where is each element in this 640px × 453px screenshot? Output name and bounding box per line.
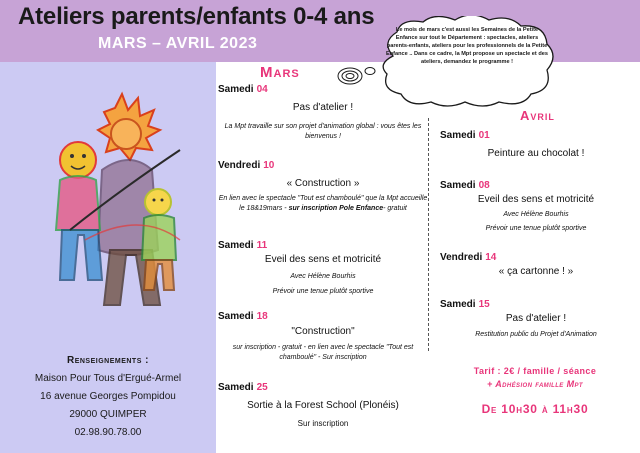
day-number: 04 [256,84,268,95]
avril-event-1-day [440,130,490,141]
avril-event-3-activity: « ça cartonne ! » [498,266,574,277]
page-subtitle: MARS – AVRIL 2023 [98,35,258,52]
day-label: Samedi [218,240,254,251]
mars-event-3-day [218,240,267,251]
day-number: 18 [256,311,268,322]
mars-event-1-activity: Pas d'atelier ! [292,102,354,113]
day-number: 10 [263,160,275,171]
mars-event-5-day [218,382,268,393]
page-title: Ateliers parents/enfants 0-4 ans [18,3,375,30]
contact-city: 29000 QUIMPER [69,409,147,420]
day-label: Samedi [440,299,476,310]
day-number: 14 [485,252,497,263]
tarif-membership: + Adhésion famille Mpt [487,379,583,389]
mars-event-1-note: La Mpt travaille sur son projet d'animation global : vous êtes les bienvenus ! [224,123,422,140]
avril-heading: Avril [520,108,555,123]
note-tail: - gratuit [383,204,407,212]
session-hours: De 10h30 à 11h30 [481,402,589,416]
day-number: 15 [478,299,490,310]
left-panel [0,62,216,453]
mars-event-3-note-2: Prévoir une tenue plutôt sportive [272,288,374,295]
mars-event-5-note: Sur inscription [297,419,349,428]
contact-title: Renseignements : [66,355,149,366]
avril-event-2-note-2: Prévoir une tenue plutôt sportive [485,225,587,232]
mars-event-2-note [218,194,428,213]
child-figure-right [142,189,176,290]
family-illustration [40,90,190,320]
avril-event-3-day [440,252,496,263]
mars-event-1-day [218,84,268,95]
avril-event-2-note: Avec Hélène Bourhis [503,211,569,218]
avril-event-2-activity: Eveil des sens et motricité [477,194,595,205]
avril-event-4-activity: Pas d'atelier ! [505,313,567,324]
day-label: Samedi [218,382,254,393]
day-label: Samedi [218,311,254,322]
day-label: Vendredi [440,252,483,263]
column-divider [428,118,429,351]
contact-organisation: Maison Pour Tous d'Ergué-Armel [34,373,182,384]
mars-event-4-activity: "Construction" [291,326,355,337]
day-number: 11 [256,240,268,251]
avril-event-2-day [440,180,490,191]
day-number: 01 [478,130,490,141]
day-label: Samedi [440,130,476,141]
day-label: Samedi [440,180,476,191]
speech-cloud-text: Le mois de mars c'est aussi les Semaines de la Petite Enfance sur tout le Département : spectacles, ateliers parents-enfants, ateliers pour les professionnels de la Petite Enfance .. Dans ce cadre, la Mpt propose un spectacle et des ateliers, demandez le programme ! [386,27,548,66]
swirl-icon [336,63,380,89]
day-number: 08 [478,180,490,191]
day-number: 25 [256,382,268,393]
day-label: Samedi [218,84,254,95]
avril-event-4-note: Restitution public du Projet d'Animation [475,331,597,338]
contact-address: 16 avenue Georges Pompidou [40,391,176,402]
contact-phone: 02.98.90.78.00 [74,427,142,438]
avril-event-4-day [440,299,490,310]
mars-event-2-day [218,160,274,171]
mars-event-3-activity: Eveil des sens et motricité [264,254,382,265]
note-bold: sur inscription Pole Enfance [288,204,384,212]
tarif-price: Tarif : 2€ / famille / séance [473,366,597,376]
mars-event-2-activity: « Construction » [286,178,360,189]
mars-heading: Mars [260,64,300,81]
mars-event-3-note: Avec Hélène Bourhis [290,273,356,280]
mars-event-4-note: sur inscription - gratuit - en lien avec le spectacle "Tout est chamboulé" - Sur inscription [232,344,414,361]
day-label: Vendredi [218,160,261,171]
tarif-block [430,365,640,391]
note-text: En lien avec le spectacle "Tout est chamboulé" que la Mpt accueille le 18&19mars - [218,195,428,212]
contact-block [0,352,216,442]
mars-event-5-activity: Sortie à la Forest School (Plonéis) [247,400,399,411]
mars-event-4-day [218,311,268,322]
avril-event-1-activity: Peinture au chocolat ! [487,148,585,159]
